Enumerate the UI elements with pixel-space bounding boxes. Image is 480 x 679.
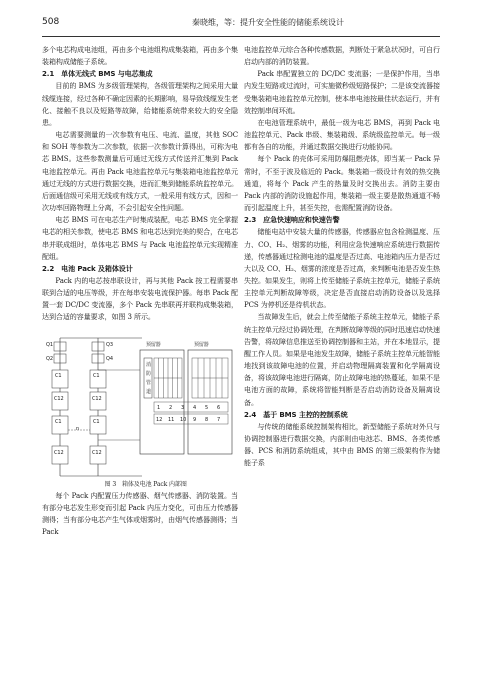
paragraph: 与传统的储能系统控制架构相比，新型储能子系统对外只与协调控制器进行数据交换，内部则由电池芯、BMS、各类传感器、PCS 和消防系统组成，其中由 BMS 的第三级架构作为储能子系 [244, 421, 440, 468]
cell-number: 12 [156, 416, 163, 423]
cell-label: C12 [54, 395, 64, 402]
cell-number: 7 [217, 416, 221, 423]
box-label: 预留器 [194, 341, 209, 348]
fire-pipe-label: 防 [146, 370, 151, 377]
cell-label: C1 [55, 372, 62, 379]
running-title: 秦晓维，等：提升安全性能的储能系统设计 [192, 18, 344, 27]
figure-caption: 图 3 箱体及电池 Pack 内部图 [104, 480, 187, 488]
cell-label: C1 [93, 372, 100, 379]
series-mark: n [76, 425, 80, 432]
cell-label: C12 [54, 449, 64, 456]
box-label: 预留器 [146, 341, 161, 348]
cell-number: 8 [205, 416, 209, 423]
cell-number: 6 [217, 404, 221, 411]
paragraph: Pack 内的电芯按串联设计，再与其他 Pack 按工程需要串联到合适的电压等级，并在每串安装电流保护器。每串 Pack 配置一套 DC/DC 变流器，多个 Pack 先串联再并联构成集装箱，达到合适的容量要求，如图 3 所示。 [42, 275, 238, 322]
page-number: 508 [42, 17, 60, 27]
section-heading-2-2: 2.2 电池 Pack 及箱体设计 [42, 263, 133, 273]
circuit-diagram [42, 330, 238, 480]
right-column [244, 44, 440, 469]
paragraph: 每个 Pack 的壳体可采用防爆阻燃壳体，即当某一 Pack 异常时，不至于波及临近的 Pack。集装箱一级设计有效的热交换通道，将每个 Pack 产生的热量及时交换出去。消防主要由 Pack 内部的消防设施起作用，集装箱一级主要是散热通道不畅而引起温度上升，甚至失控，也需配置消防设备。 [244, 154, 440, 213]
section-heading-2-4: 2.4 基于 BMS 主控的控制系统 [244, 409, 348, 419]
cell-number: 1 [157, 404, 161, 411]
cell-number: 5 [205, 404, 209, 411]
paragraph: 多个电芯构成电池组，再由多个电池组构成集装箱，再由多个集装箱构成储能子系统。 [42, 45, 238, 67]
cell-number: 3 [181, 404, 185, 411]
fire-pipe-label: 消 [146, 361, 151, 368]
switch-label: Q4 [106, 355, 113, 362]
cell-number: 2 [169, 404, 173, 411]
section-heading-2-3: 2.3 应急快速响应和快速告警 [244, 215, 340, 225]
cell-number: 4 [193, 404, 197, 411]
paragraph: 电芯 BMS 可在电芯生产时集成装配，电芯 BMS 完全掌握电芯的相关参数，使电芯 BMS 和电芯达到完美的契合，在电芯串并联成组时，单体电芯 BMS 与 Pack 电池监控单元实现精准配组。 [42, 215, 238, 261]
section-heading-2-1: 2.1 单体无线式 BMS 与电芯集成 [42, 69, 153, 79]
paragraph: 电池监控单元综合各种传感数据，判断处于紧急状况时，可自行启动内部的消防装置。 [244, 45, 440, 67]
running-header [42, 10, 440, 37]
cell-number: 11 [168, 416, 175, 423]
paragraph: 电芯需要测量的一次参数有电压、电流、温度，其他 SOC 和 SOH 等参数为二次参数，依据一次参数计算得出，可称为电芯 BMS。这些参数测量后可通过无线方式传送并汇集到 Pack 电池监控单元。再由 Pack 电池监控单元与集装箱电池监控单元通过无线的方式进行数据交换，进而汇集到储能系统监控单元。后面通信级可采用无线或有线方式，一般采用有线方式，因和一次功率回路物理上分离，不会引起安全性问题。 [42, 130, 238, 213]
cell-label: C1 [55, 418, 62, 425]
cell-number: 9 [193, 416, 197, 423]
paragraph: 当故障发生后，就会上传至储能子系统主控单元，储能子系统主控单元经过协调处理，在判断故障等级的同时迅速启动快速告警，将故障信息推送至协调控制器和主站，并在本地显示，提醒工作人员。如果是电池发生故障，储能子系统主控单元能智能地找到该故障电池的位置，并启动物理隔离装置和化学隔离设备，将该故障电池进行隔离，防止故障电池的热蔓延，如果不是电池方面的故障，系统将智能判断是否启动消防设备及隔离设备。 [244, 312, 440, 407]
switch-label: Q3 [106, 341, 113, 348]
cell-label: C12 [92, 449, 102, 456]
figure-3-diagram [42, 330, 238, 480]
paragraph: 每个 Pack 内配置压力传感器、烟气传感器、消防装置。当有部分电芯发生形变而引起 Pack 内压力变化，可由压力传感器测得；当有部分电芯产生气体或烟雾时，由烟气传感器测得；当 Pack [42, 490, 238, 537]
paragraph: 在电池管理系统中，最低一级为电芯 BMS，再到 Pack 电池监控单元、Pack 串级、集装箱级、系统级监控单元。每一级都有各自的功能，并通过数据交换进行功能协同。 [244, 117, 440, 152]
paragraph: 储能电站中安装大量的传感器，传感器应包含检测温度、压力、CO、H₂、烟雾的功能，利用应急快速响应系统进行数据传递，传感器通过检测电池的温度是否过高、电池箱内压力是否过大以及 CO、H₂、烟雾的浓度是否过高，来判断电池是否发生热失控。如果发生，则将上传至储能子系统主控单元，储能子系统主控单元判断故障等级，决定是否直接启动消防设备以及选择 PCS 为停机还是待机状态。 [244, 227, 440, 310]
cell-label: C12 [92, 395, 102, 402]
switch-label: Q1 [46, 341, 53, 348]
fire-pipe-label: 道 [146, 388, 151, 395]
cell-label: C1 [93, 418, 100, 425]
left-column [42, 44, 238, 538]
cell-number: 10 [180, 416, 187, 423]
switch-label: Q2 [46, 355, 53, 362]
fire-pipe-label: 管 [146, 379, 151, 386]
paragraph: 目前的 BMS 为多级管理架构，各级管理架构之间采用大量线缆连接，经过各种不确定因素的长期影响，易导致线缆发生老化、接触不良以及短路等故障，给储能系统带来较大的安全隐患。 [42, 81, 238, 127]
paragraph: Pack 串配置独立的 DC/DC 变流器；一是保护作用，当串内发生短路或过流时，可实施微秒级短路保护；二是该变流器接受集装箱电池监控单元控制，使本串电池按最佳状态运行，并有效控制串间环流。 [244, 69, 440, 115]
